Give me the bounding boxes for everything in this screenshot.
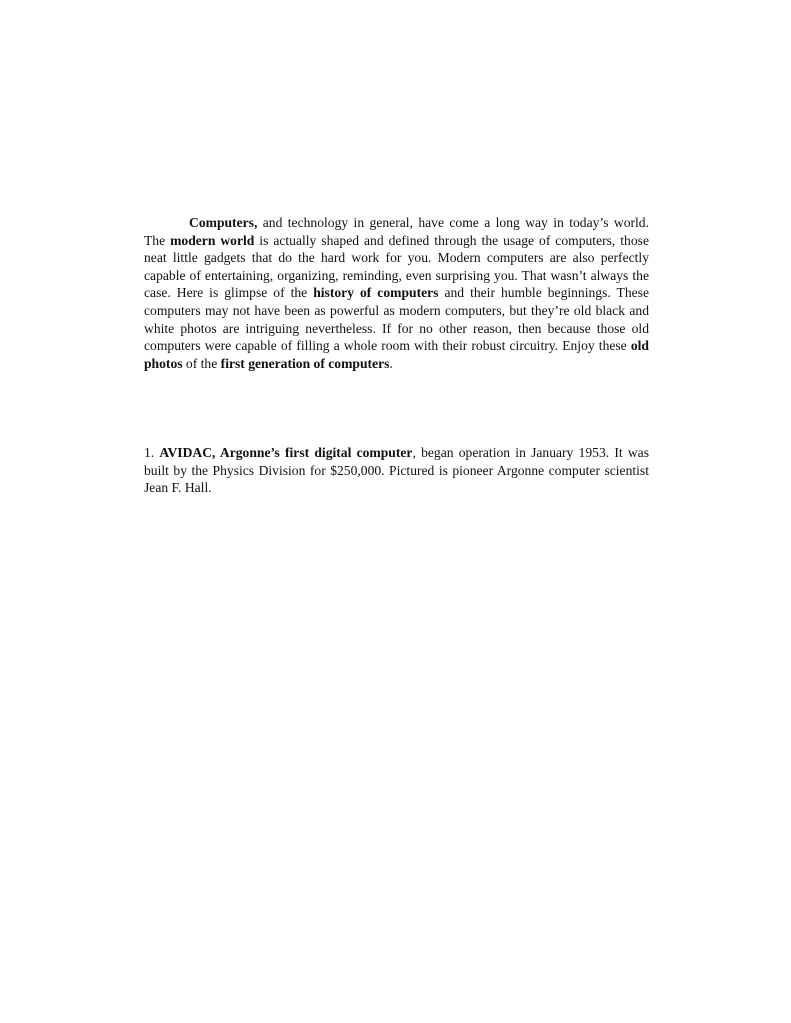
item-description: , began operation in January 1953. It was built by the Physics Division for $250,000. Pictured is pioneer Argonne computer scientist Jean F. Hall.: [144, 445, 650, 496]
intro-bold-computers: Computers,: [189, 215, 258, 230]
intro-text-1: and technology in general, have come a long way in today’s world. The: [144, 215, 649, 248]
intro-bold-history-of-computers: history of computers: [313, 285, 439, 301]
item-title: AVIDAC, Argonne’s first digital computer: [159, 445, 413, 460]
intro-text-5: .: [389, 355, 393, 371]
intro-bold-old-photos: old photos: [144, 338, 649, 371]
intro-bold-modern-world: modern world: [170, 232, 255, 248]
intro-text-3: and their humble beginnings. These computers may not have been as powerful as modern computers, but they’re old black and white photos are intriguing nevertheless. If for no other reason, then because those old computers were capable of filling a whole room with their robust circuitry. Enjoy these: [144, 285, 649, 354]
intro-bold-first-generation: first generation of computers: [220, 355, 390, 371]
item-number: 1.: [144, 445, 160, 460]
intro-paragraph: [144, 214, 649, 372]
list-item: [144, 444, 649, 497]
intro-text-4: of the: [182, 355, 221, 371]
intro-text-2: is actually shaped and defined through the usage of computers, those neat little gadgets that do the hard work for you. Modern computers are also perfectly capable of entertaining, organizing, reminding, even surprising you. That wasn’t always the case. Here is glimpse of the: [144, 232, 649, 301]
